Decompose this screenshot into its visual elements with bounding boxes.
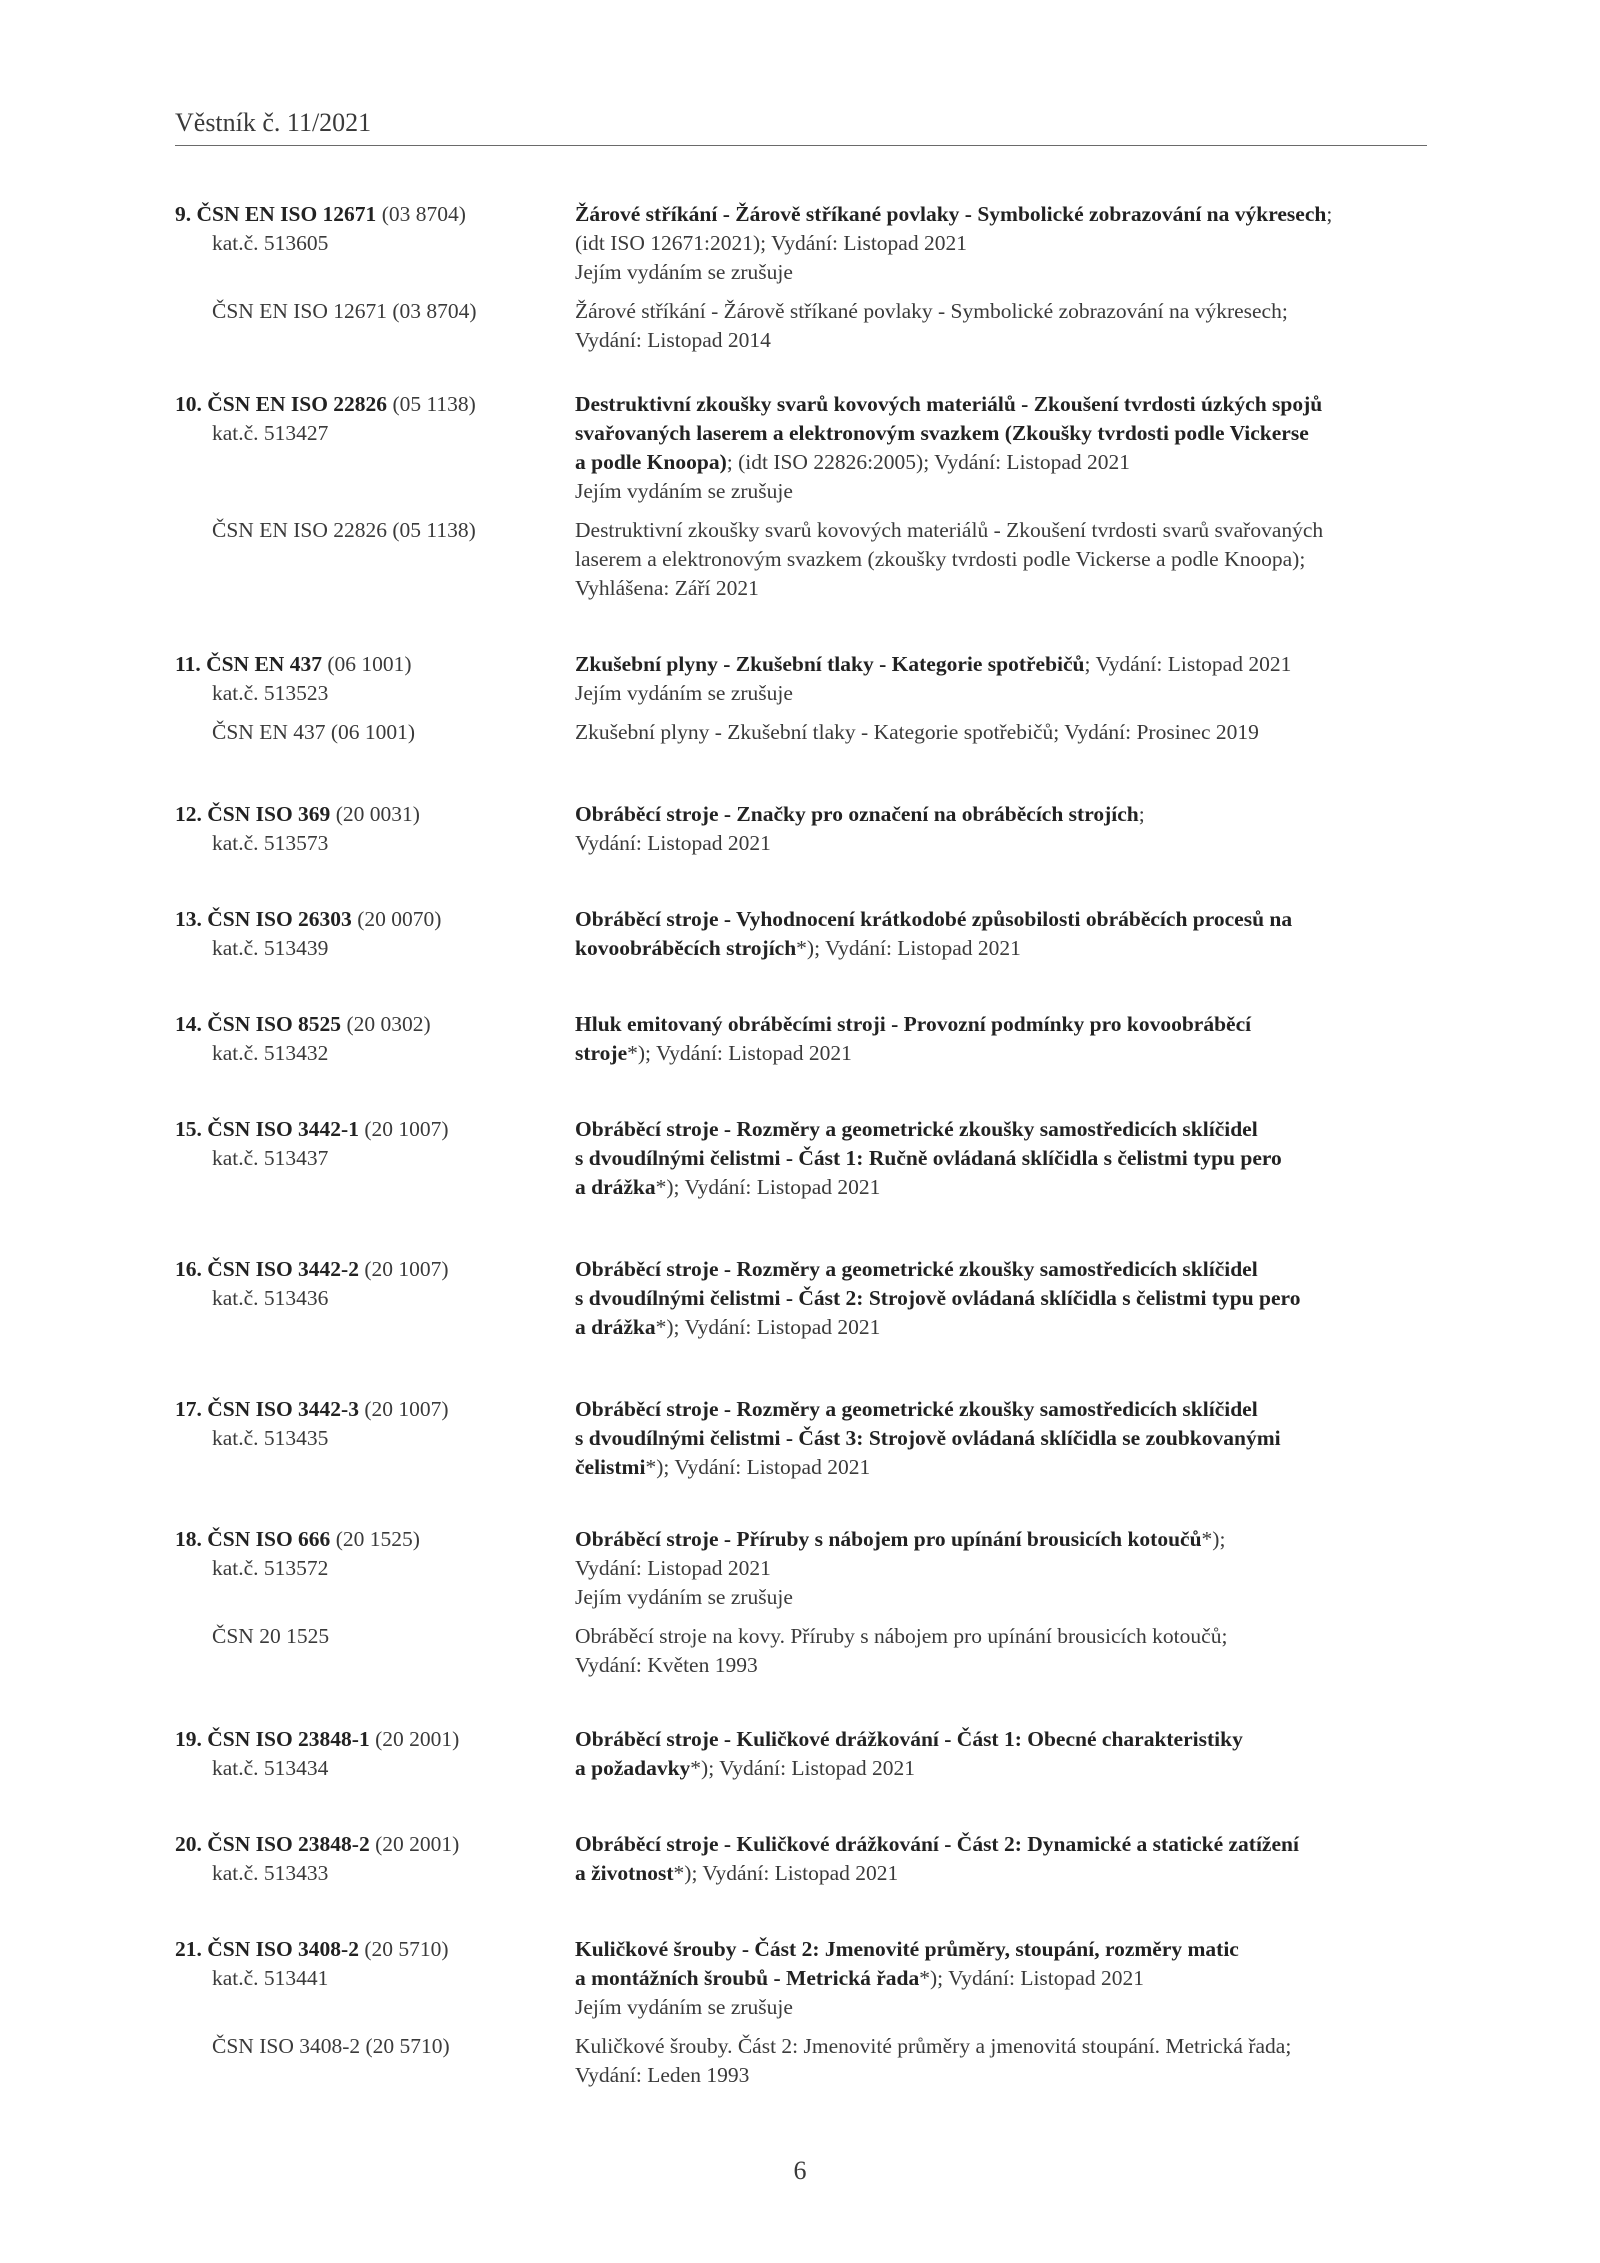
entry-title-text: *); xyxy=(1201,1527,1226,1551)
entry-title-text: ; xyxy=(1138,802,1145,826)
entry-title-line xyxy=(575,1395,1435,1424)
header-rule xyxy=(175,145,1427,146)
entry-title-bold: Obráběcí stroje - Značky pro označení na obráběcích strojích xyxy=(575,802,1139,826)
entry-title-line xyxy=(575,1173,1435,1202)
entry-title-bold: a požadavky xyxy=(575,1756,691,1780)
entry-title-bold: Destruktivní zkoušky svarů kovových materiálů - Zkoušení tvrdosti úzkých spojů xyxy=(575,392,1323,416)
entry-title-bold: Obráběcí stroje - Rozměry a geometrické zkoušky samostředicích sklíčidel xyxy=(575,1257,1258,1281)
entry-title-line xyxy=(575,1935,1435,1964)
entry-code: ČSN ISO 8525 xyxy=(207,1012,342,1036)
entry-number: 18. xyxy=(175,1527,202,1551)
entry-class: (06 1001) xyxy=(327,652,412,676)
entry-title-text: ; Vydání: Listopad 2021 xyxy=(1084,652,1292,676)
entry-main-row xyxy=(175,905,1435,963)
entry-main-row xyxy=(175,1830,1435,1888)
entry-title xyxy=(575,1115,1435,1202)
entry-catalog-number: kat.č. 513605 xyxy=(212,231,329,255)
replaced-standard-line: Vydání: Květen 1993 xyxy=(575,1653,758,1677)
entry-title-line xyxy=(575,1313,1435,1342)
entry-title-bold: Obráběcí stroje - Rozměry a geometrické zkoušky samostředicích sklíčidel xyxy=(575,1397,1258,1421)
entry-title-line xyxy=(575,1725,1435,1754)
entry-title-line xyxy=(575,258,1435,287)
entry-main-row xyxy=(175,1010,1435,1068)
entry-number: 12. xyxy=(175,802,202,826)
entry-title xyxy=(575,800,1435,858)
entry-identifier xyxy=(175,1525,555,1583)
entry-title-bold: Hluk emitovaný obráběcími stroji - Provozní podmínky pro kovoobráběcí xyxy=(575,1012,1252,1036)
standard-entry xyxy=(175,1525,1435,1680)
replaced-standard-line: Obráběcí stroje na kovy. Příruby s nábojem pro upínání brousicích kotoučů; xyxy=(575,1624,1228,1648)
entry-identifier xyxy=(175,800,555,858)
entry-number: 13. xyxy=(175,907,202,931)
entry-title-line xyxy=(575,1010,1435,1039)
entry-title-text: Jejím vydáním se zrušuje xyxy=(575,1995,793,2019)
entry-class: (20 0031) xyxy=(335,802,420,826)
entry-title-line xyxy=(575,1039,1435,1068)
entry-title-bold: čelistmi xyxy=(575,1455,646,1479)
standard-entry xyxy=(175,200,1435,355)
entry-title xyxy=(575,1830,1435,1888)
page-number: 6 xyxy=(793,2156,807,2185)
entry-catalog-number: kat.č. 513441 xyxy=(212,1966,329,1990)
entry-main-row xyxy=(175,1395,1435,1482)
entry-class: (20 5710) xyxy=(364,1937,449,1961)
entry-title-line xyxy=(575,477,1435,506)
standard-entry xyxy=(175,1255,1435,1342)
entry-number: 17. xyxy=(175,1397,202,1421)
entry-title-line xyxy=(575,229,1435,258)
entry-title-text: Vydání: Listopad 2021 xyxy=(575,1556,771,1580)
entry-code: ČSN EN ISO 22826 xyxy=(207,392,388,416)
entry-title-line xyxy=(575,1554,1435,1583)
replaced-standard-title xyxy=(575,516,1435,603)
replaced-standard-title xyxy=(575,1622,1435,1680)
entry-title-line xyxy=(575,1115,1435,1144)
entry-title-text: ; (idt ISO 22826:2005); Vydání: Listopad 2021 xyxy=(726,450,1131,474)
entry-main-row xyxy=(175,1935,1435,2022)
entry-main-row xyxy=(175,390,1435,506)
entry-title-line xyxy=(575,934,1435,963)
replaced-standard-line: Destruktivní zkoušky svarů kovových materiálů - Zkoušení tvrdosti svarů svařovaných xyxy=(575,518,1324,542)
entry-number: 19. xyxy=(175,1727,202,1751)
entry-title-text: Vydání: Listopad 2021 xyxy=(575,831,771,855)
entry-identifier xyxy=(175,1255,555,1313)
entry-number: 16. xyxy=(175,1257,202,1281)
entry-title-bold: a drážka xyxy=(575,1315,656,1339)
entry-title-line xyxy=(575,829,1435,858)
entry-code: ČSN ISO 23848-2 xyxy=(207,1832,370,1856)
entry-title-bold: Kuličkové šrouby - Část 2: Jmenovité průměry, stoupání, rozměry matic xyxy=(575,1937,1239,1961)
entry-title-text: Jejím vydáním se zrušuje xyxy=(575,1585,793,1609)
replaced-standard-title xyxy=(575,297,1435,355)
entry-code: ČSN ISO 3408-2 xyxy=(207,1937,359,1961)
entry-title xyxy=(575,905,1435,963)
entry-title-bold: s dvoudílnými čelistmi - Část 3: Strojově ovládaná sklíčidla se zoubkovanými xyxy=(575,1426,1281,1450)
entry-title-line xyxy=(575,419,1435,448)
replaced-standard-title xyxy=(575,718,1435,747)
entry-title-line xyxy=(575,1583,1435,1612)
entry-number: 20. xyxy=(175,1832,202,1856)
replaced-standard-row xyxy=(175,1622,1435,1680)
replaced-standard-line: Kuličkové šrouby. Část 2: Jmenovité průměry a jmenovitá stoupání. Metrická řada; xyxy=(575,2034,1292,2058)
entry-title-bold: stroje xyxy=(575,1041,628,1065)
entry-code: ČSN EN 437 xyxy=(206,652,322,676)
entry-title-bold: Obráběcí stroje - Kuličkové drážkování - Část 2: Dynamické a statické zatížení xyxy=(575,1832,1299,1856)
standard-entry xyxy=(175,1115,1435,1202)
entry-title-text: ; xyxy=(1326,202,1333,226)
entry-code: ČSN EN ISO 12671 xyxy=(196,202,377,226)
standard-entry xyxy=(175,1010,1435,1068)
entry-title-line xyxy=(575,1754,1435,1783)
entry-identifier xyxy=(175,1935,555,1993)
entry-title-text: *); Vydání: Listopad 2021 xyxy=(690,1756,916,1780)
entry-title-bold: a podle Knoopa) xyxy=(575,450,727,474)
entry-class: (20 0302) xyxy=(346,1012,431,1036)
standard-entry xyxy=(175,1935,1435,2090)
entry-catalog-number: kat.č. 513572 xyxy=(212,1556,329,1580)
entry-title xyxy=(575,1525,1435,1612)
entry-main-row xyxy=(175,650,1435,708)
standard-entry xyxy=(175,800,1435,858)
entry-title xyxy=(575,1010,1435,1068)
entry-title-line xyxy=(575,200,1435,229)
entry-main-row xyxy=(175,1115,1435,1202)
standard-entry xyxy=(175,1725,1435,1783)
replaced-standard-code: ČSN EN 437 (06 1001) xyxy=(212,720,416,744)
standard-entry xyxy=(175,650,1435,747)
entry-title-bold: svařovaných laserem a elektronovým svazkem (Zkoušky tvrdosti podle Vickerse xyxy=(575,421,1309,445)
entry-title-line xyxy=(575,1859,1435,1888)
entry-title-bold: Žárové stříkání - Žárově stříkané povlaky - Symbolické zobrazování na výkresech xyxy=(575,202,1327,226)
entry-main-row xyxy=(175,1725,1435,1783)
entry-title-text: *); Vydání: Listopad 2021 xyxy=(655,1315,881,1339)
entry-class: (20 2001) xyxy=(375,1832,460,1856)
entry-title-line xyxy=(575,1964,1435,1993)
entry-title-text: *); Vydání: Listopad 2021 xyxy=(655,1175,881,1199)
entry-title-text: *); Vydání: Listopad 2021 xyxy=(645,1455,871,1479)
entry-title-bold: s dvoudílnými čelistmi - Část 1: Ručně ovládaná sklíčidla s čelistmi typu pero xyxy=(575,1146,1282,1170)
entry-catalog-number: kat.č. 513573 xyxy=(212,831,329,855)
entry-number: 14. xyxy=(175,1012,202,1036)
entry-title-line xyxy=(575,905,1435,934)
replaced-standard-line: Vydání: Listopad 2014 xyxy=(575,328,771,352)
entry-identifier xyxy=(175,1830,555,1888)
entry-title-line xyxy=(575,1453,1435,1482)
entry-class: (20 1007) xyxy=(364,1257,449,1281)
replaced-standard-row xyxy=(175,297,1435,355)
replaced-standard-title xyxy=(575,2032,1435,2090)
entry-code: ČSN ISO 369 xyxy=(207,802,331,826)
replaced-standard-code: ČSN ISO 3408-2 (20 5710) xyxy=(212,2034,450,2058)
entry-title-line xyxy=(575,1525,1435,1554)
entry-identifier xyxy=(175,1115,555,1173)
replaced-standard-row xyxy=(175,2032,1435,2090)
entry-title-line xyxy=(575,448,1435,477)
entry-number: 15. xyxy=(175,1117,202,1141)
entry-title-line xyxy=(575,1830,1435,1859)
entry-main-row xyxy=(175,1255,1435,1342)
entry-main-row xyxy=(175,800,1435,858)
entry-catalog-number: kat.č. 513427 xyxy=(212,421,329,445)
standard-entry xyxy=(175,390,1435,603)
entry-title-text: Jejím vydáním se zrušuje xyxy=(575,479,793,503)
entry-title-line xyxy=(575,1993,1435,2022)
entry-title-text: *); Vydání: Listopad 2021 xyxy=(796,936,1021,960)
entry-class: (20 1007) xyxy=(364,1117,449,1141)
entry-identifier xyxy=(175,390,555,448)
entry-title-line xyxy=(575,1255,1435,1284)
replaced-standard-code: ČSN 20 1525 xyxy=(212,1624,330,1648)
entry-class: (20 2001) xyxy=(375,1727,460,1751)
entry-title-line xyxy=(575,800,1435,829)
entry-title-bold: Zkušební plyny - Zkušební tlaky - Kategorie spotřebičů xyxy=(575,652,1085,676)
entry-title xyxy=(575,200,1435,287)
entry-title-text: Jejím vydáním se zrušuje xyxy=(575,260,793,284)
entry-title-bold: a montážních šroubů - Metrická řada xyxy=(575,1966,920,1990)
entry-catalog-number: kat.č. 513436 xyxy=(212,1286,329,1310)
entry-code: ČSN ISO 3442-1 xyxy=(207,1117,359,1141)
replaced-standard-line: Žárové stříkání - Žárově stříkané povlaky - Symbolické zobrazování na výkresech; xyxy=(575,299,1288,323)
entry-title-text: (idt ISO 12671:2021); Vydání: Listopad 2021 xyxy=(575,231,967,255)
entry-title-line xyxy=(575,650,1435,679)
entry-number: 10. xyxy=(175,392,202,416)
entry-catalog-number: kat.č. 513433 xyxy=(212,1861,329,1885)
entry-catalog-number: kat.č. 513434 xyxy=(212,1756,329,1780)
entry-catalog-number: kat.č. 513432 xyxy=(212,1041,329,1065)
entry-identifier xyxy=(175,905,555,963)
entry-title-line xyxy=(575,1144,1435,1173)
entry-title-bold: a životnost xyxy=(575,1861,674,1885)
entry-title-text: *); Vydání: Listopad 2021 xyxy=(919,1966,1144,1990)
entry-code: ČSN ISO 23848-1 xyxy=(207,1727,370,1751)
entry-title-text: *); Vydání: Listopad 2021 xyxy=(627,1041,852,1065)
entry-identifier xyxy=(175,200,555,258)
entry-title xyxy=(575,1935,1435,2022)
entry-title-bold: Obráběcí stroje - Vyhodnocení krátkodobé způsobilosti obráběcích procesů na xyxy=(575,907,1293,931)
standard-entry xyxy=(175,1830,1435,1888)
entry-code: ČSN ISO 26303 xyxy=(207,907,352,931)
entry-code: ČSN ISO 3442-3 xyxy=(207,1397,359,1421)
standard-entry xyxy=(175,905,1435,963)
entry-catalog-number: kat.č. 513435 xyxy=(212,1426,329,1450)
entry-title xyxy=(575,650,1435,708)
entry-title-text: Jejím vydáním se zrušuje xyxy=(575,681,793,705)
entry-title-bold: Obráběcí stroje - Příruby s nábojem pro upínání brousicích kotoučů xyxy=(575,1527,1202,1551)
entry-title xyxy=(575,1395,1435,1482)
entry-class: (05 1138) xyxy=(392,392,476,416)
entry-catalog-number: kat.č. 513523 xyxy=(212,681,329,705)
entry-class: (20 0070) xyxy=(357,907,442,931)
replaced-standard-line: Vydání: Leden 1993 xyxy=(575,2063,750,2087)
entry-title-bold: s dvoudílnými čelistmi - Část 2: Strojově ovládaná sklíčidla s čelistmi typu pero xyxy=(575,1286,1301,1310)
entry-title-line xyxy=(575,679,1435,708)
entry-identifier xyxy=(175,1725,555,1783)
entry-number: 11. xyxy=(175,652,201,676)
entry-class: (20 1525) xyxy=(335,1527,420,1551)
entry-main-row xyxy=(175,1525,1435,1612)
entry-class: (20 1007) xyxy=(364,1397,449,1421)
entry-title xyxy=(575,390,1435,506)
entry-catalog-number: kat.č. 513439 xyxy=(212,936,329,960)
replaced-standard-line: Vyhlášena: Září 2021 xyxy=(575,576,759,600)
entry-identifier xyxy=(175,1395,555,1453)
replaced-standard-code: ČSN EN ISO 22826 (05 1138) xyxy=(212,518,476,542)
entry-number: 9. xyxy=(175,202,192,226)
entry-title xyxy=(575,1725,1435,1783)
entry-identifier xyxy=(175,650,555,708)
entry-title-bold: kovoobráběcích strojích xyxy=(575,936,797,960)
entry-code: ČSN ISO 3442-2 xyxy=(207,1257,359,1281)
entry-number: 21. xyxy=(175,1937,202,1961)
entry-identifier xyxy=(175,1010,555,1068)
entry-title xyxy=(575,1255,1435,1342)
replaced-standard-line: Zkušební plyny - Zkušební tlaky - Kategorie spotřebičů; Vydání: Prosinec 2019 xyxy=(575,720,1259,744)
entry-title-line xyxy=(575,1284,1435,1313)
entry-title-bold: Obráběcí stroje - Kuličkové drážkování - Část 1: Obecné charakteristiky xyxy=(575,1727,1243,1751)
replaced-standard-row xyxy=(175,718,1435,747)
entry-title-line xyxy=(575,1424,1435,1453)
entry-class: (03 8704) xyxy=(381,202,466,226)
entry-title-bold: a drážka xyxy=(575,1175,656,1199)
entry-title-bold: Obráběcí stroje - Rozměry a geometrické zkoušky samostředicích sklíčidel xyxy=(575,1117,1258,1141)
entry-title-line xyxy=(575,390,1435,419)
replaced-standard-code: ČSN EN ISO 12671 (03 8704) xyxy=(212,299,477,323)
entry-title-text: *); Vydání: Listopad 2021 xyxy=(673,1861,899,1885)
replaced-standard-row xyxy=(175,516,1435,603)
entry-main-row xyxy=(175,200,1435,287)
standard-entry xyxy=(175,1395,1435,1482)
entry-catalog-number: kat.č. 513437 xyxy=(212,1146,329,1170)
entry-code: ČSN ISO 666 xyxy=(207,1527,331,1551)
page-header-title: Věstník č. 11/2021 xyxy=(175,108,372,137)
replaced-standard-line: laserem a elektronovým svazkem (zkoušky tvrdosti podle Vickerse a podle Knoopa); xyxy=(575,547,1306,571)
